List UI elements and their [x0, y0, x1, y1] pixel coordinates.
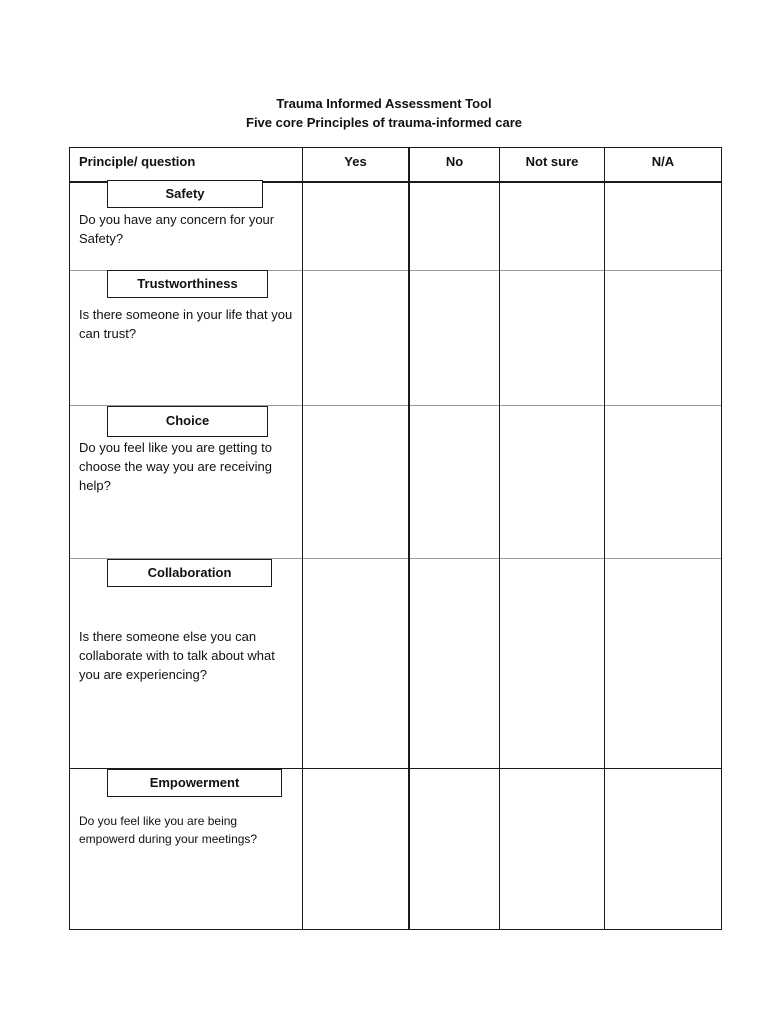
answer-cell-collaboration-not-sure[interactable]	[500, 559, 604, 768]
answer-cell-trustworthiness-no[interactable]	[410, 271, 499, 405]
answer-cell-safety-no[interactable]	[410, 183, 499, 270]
question-collaboration: Is there someone else you can collaborate with to talk about what you are experiencing?	[79, 629, 275, 682]
answer-cell-trustworthiness-yes[interactable]	[303, 271, 408, 405]
answer-cell-choice-yes[interactable]	[303, 406, 408, 558]
answer-cell-choice-no[interactable]	[410, 406, 499, 558]
principle-label-choice: Choice	[107, 406, 268, 437]
answer-cell-collaboration-na[interactable]	[605, 559, 721, 768]
answer-cell-empowerment-yes[interactable]	[303, 769, 408, 929]
principle-label-empowerment: Empowerment	[107, 769, 282, 797]
principle-label-trustworthiness: Trustworthiness	[107, 270, 268, 298]
answer-cell-empowerment-no[interactable]	[410, 769, 499, 929]
table-top-border	[69, 147, 722, 148]
question-trustworthiness: Is there someone in your life that you can trust?	[79, 307, 293, 341]
principle-label-collaboration: Collaboration	[107, 559, 272, 587]
answer-cell-choice-na[interactable]	[605, 406, 721, 558]
answer-cell-empowerment-na[interactable]	[605, 769, 721, 929]
answer-cell-trustworthiness-not-sure[interactable]	[500, 271, 604, 405]
answer-cell-safety-not-sure[interactable]	[500, 183, 604, 270]
document-header	[0, 94, 768, 132]
question-empowerment: Do you feel like you are being empowerd during your meetings?	[79, 814, 258, 846]
answer-cell-trustworthiness-na[interactable]	[605, 271, 721, 405]
header-principle-question: Principle/ question	[79, 154, 196, 169]
question-safety: Do you have any concern for your Safety?	[79, 212, 275, 246]
header-na: N/A	[651, 154, 675, 169]
document-title: Trauma Informed Assessment Tool	[276, 96, 492, 111]
answer-cell-collaboration-yes[interactable]	[303, 559, 408, 768]
header-not-sure: Not sure	[525, 154, 579, 169]
table-left-border	[69, 147, 70, 930]
answer-cell-choice-not-sure[interactable]	[500, 406, 604, 558]
question-choice: Do you feel like you are getting to choose the way you are receiving help?	[79, 440, 272, 493]
principle-label-safety: Safety	[107, 180, 263, 208]
answer-cell-empowerment-not-sure[interactable]	[500, 769, 604, 929]
answer-cell-safety-yes[interactable]	[303, 183, 408, 270]
header-yes: Yes	[344, 154, 367, 169]
answer-cell-collaboration-no[interactable]	[410, 559, 499, 768]
table-right-border	[721, 147, 722, 930]
table-bottom-border	[69, 929, 722, 930]
document-subtitle: Five core Principles of trauma-informed care	[246, 115, 522, 130]
answer-cell-safety-na[interactable]	[605, 183, 721, 270]
header-no: No	[445, 154, 464, 169]
